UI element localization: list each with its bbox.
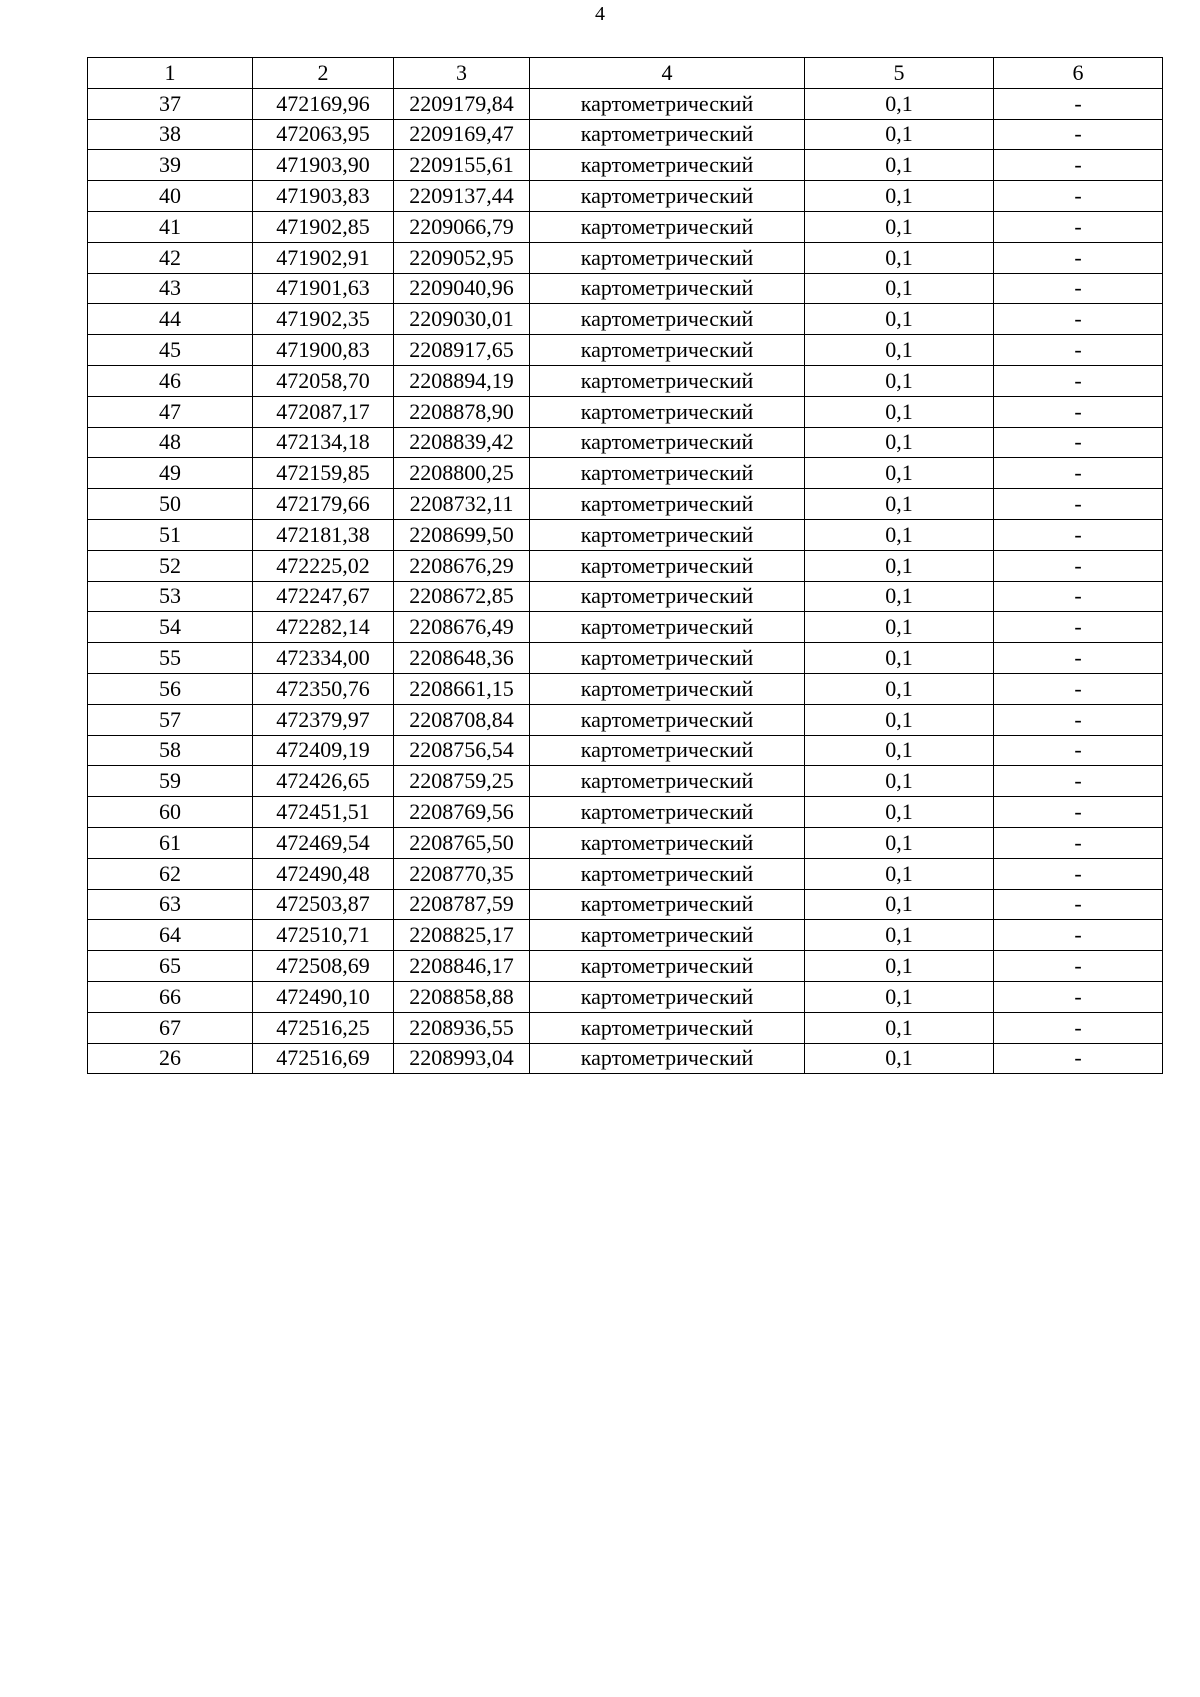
accuracy-cell: 0,1 (805, 858, 994, 889)
y-coordinate-cell: 2208936,55 (394, 1012, 530, 1043)
y-coordinate-cell: 2209155,61 (394, 150, 530, 181)
header-cell: 6 (994, 58, 1163, 89)
accuracy-cell: 0,1 (805, 827, 994, 858)
point-number-cell: 65 (88, 951, 253, 982)
y-coordinate-cell: 2208732,11 (394, 489, 530, 520)
x-coordinate-cell: 471903,83 (253, 181, 394, 212)
accuracy-cell: 0,1 (805, 458, 994, 489)
point-number-cell: 41 (88, 211, 253, 242)
y-coordinate-cell: 2208825,17 (394, 920, 530, 951)
table-row (88, 1012, 1163, 1043)
accuracy-cell: 0,1 (805, 1043, 994, 1074)
description-cell: - (994, 1012, 1163, 1043)
point-number-cell: 38 (88, 119, 253, 150)
accuracy-cell: 0,1 (805, 581, 994, 612)
table-row (88, 273, 1163, 304)
table-row (88, 181, 1163, 212)
point-number-cell: 49 (88, 458, 253, 489)
accuracy-cell: 0,1 (805, 643, 994, 674)
description-cell: - (994, 181, 1163, 212)
x-coordinate-cell: 472426,65 (253, 766, 394, 797)
method-cell: картометрический (530, 365, 805, 396)
description-cell: - (994, 150, 1163, 181)
method-cell: картометрический (530, 458, 805, 489)
table-row (88, 458, 1163, 489)
y-coordinate-cell: 2208770,35 (394, 858, 530, 889)
method-cell: картометрический (530, 273, 805, 304)
description-cell: - (994, 981, 1163, 1012)
description-cell: - (994, 489, 1163, 520)
accuracy-cell: 0,1 (805, 365, 994, 396)
y-coordinate-cell: 2209137,44 (394, 181, 530, 212)
table-row (88, 981, 1163, 1012)
y-coordinate-cell: 2208800,25 (394, 458, 530, 489)
y-coordinate-cell: 2208769,56 (394, 797, 530, 828)
header-cell: 5 (805, 58, 994, 89)
description-cell: - (994, 211, 1163, 242)
point-number-cell: 59 (88, 766, 253, 797)
method-cell: картометрический (530, 335, 805, 366)
point-number-cell: 60 (88, 797, 253, 828)
table-row (88, 1043, 1163, 1074)
y-coordinate-cell: 2208765,50 (394, 827, 530, 858)
description-cell: - (994, 951, 1163, 982)
y-coordinate-cell: 2209066,79 (394, 211, 530, 242)
accuracy-cell: 0,1 (805, 704, 994, 735)
method-cell: картометрический (530, 150, 805, 181)
table-row (88, 119, 1163, 150)
y-coordinate-cell: 2208759,25 (394, 766, 530, 797)
point-number-cell: 48 (88, 427, 253, 458)
x-coordinate-cell: 472063,95 (253, 119, 394, 150)
point-number-cell: 50 (88, 489, 253, 520)
point-number-cell: 43 (88, 273, 253, 304)
y-coordinate-cell: 2209179,84 (394, 88, 530, 119)
x-coordinate-cell: 472134,18 (253, 427, 394, 458)
y-coordinate-cell: 2208661,15 (394, 673, 530, 704)
x-coordinate-cell: 472334,00 (253, 643, 394, 674)
method-cell: картометрический (530, 920, 805, 951)
point-number-cell: 62 (88, 858, 253, 889)
x-coordinate-cell: 472058,70 (253, 365, 394, 396)
method-cell: картометрический (530, 427, 805, 458)
accuracy-cell: 0,1 (805, 119, 994, 150)
point-number-cell: 51 (88, 519, 253, 550)
method-cell: картометрический (530, 858, 805, 889)
accuracy-cell: 0,1 (805, 797, 994, 828)
description-cell: - (994, 612, 1163, 643)
method-cell: картометрический (530, 242, 805, 273)
y-coordinate-cell: 2208878,90 (394, 396, 530, 427)
y-coordinate-cell: 2208676,29 (394, 550, 530, 581)
y-coordinate-cell: 2209030,01 (394, 304, 530, 335)
accuracy-cell: 0,1 (805, 88, 994, 119)
x-coordinate-cell: 472282,14 (253, 612, 394, 643)
table-row (88, 150, 1163, 181)
table-row (88, 704, 1163, 735)
point-number-cell: 67 (88, 1012, 253, 1043)
x-coordinate-cell: 471902,35 (253, 304, 394, 335)
method-cell: картометрический (530, 797, 805, 828)
table-row (88, 365, 1163, 396)
y-coordinate-cell: 2209169,47 (394, 119, 530, 150)
x-coordinate-cell: 472490,48 (253, 858, 394, 889)
description-cell: - (994, 766, 1163, 797)
description-cell: - (994, 550, 1163, 581)
x-coordinate-cell: 471902,91 (253, 242, 394, 273)
point-number-cell: 53 (88, 581, 253, 612)
table-row (88, 766, 1163, 797)
table-row (88, 797, 1163, 828)
point-number-cell: 45 (88, 335, 253, 366)
method-cell: картометрический (530, 581, 805, 612)
description-cell: - (994, 273, 1163, 304)
table-row (88, 519, 1163, 550)
method-cell: картометрический (530, 827, 805, 858)
x-coordinate-cell: 472510,71 (253, 920, 394, 951)
method-cell: картометрический (530, 704, 805, 735)
accuracy-cell: 0,1 (805, 889, 994, 920)
description-cell: - (994, 519, 1163, 550)
description-cell: - (994, 458, 1163, 489)
x-coordinate-cell: 472503,87 (253, 889, 394, 920)
point-number-cell: 44 (88, 304, 253, 335)
accuracy-cell: 0,1 (805, 920, 994, 951)
x-coordinate-cell: 472247,67 (253, 581, 394, 612)
x-coordinate-cell: 472490,10 (253, 981, 394, 1012)
point-number-cell: 64 (88, 920, 253, 951)
table-row (88, 427, 1163, 458)
table-row (88, 242, 1163, 273)
accuracy-cell: 0,1 (805, 550, 994, 581)
description-cell: - (994, 704, 1163, 735)
point-number-cell: 55 (88, 643, 253, 674)
table-header-row (88, 58, 1163, 89)
table-row (88, 489, 1163, 520)
description-cell: - (994, 673, 1163, 704)
point-number-cell: 58 (88, 735, 253, 766)
x-coordinate-cell: 472508,69 (253, 951, 394, 982)
table-row (88, 735, 1163, 766)
x-coordinate-cell: 472469,54 (253, 827, 394, 858)
point-number-cell: 52 (88, 550, 253, 581)
table-row (88, 396, 1163, 427)
method-cell: картометрический (530, 181, 805, 212)
point-number-cell: 39 (88, 150, 253, 181)
accuracy-cell: 0,1 (805, 673, 994, 704)
method-cell: картометрический (530, 889, 805, 920)
x-coordinate-cell: 471900,83 (253, 335, 394, 366)
method-cell: картометрический (530, 673, 805, 704)
method-cell: картометрический (530, 981, 805, 1012)
description-cell: - (994, 365, 1163, 396)
x-coordinate-cell: 472516,25 (253, 1012, 394, 1043)
method-cell: картометрический (530, 119, 805, 150)
accuracy-cell: 0,1 (805, 519, 994, 550)
description-cell: - (994, 827, 1163, 858)
method-cell: картометрический (530, 1012, 805, 1043)
table-row (88, 889, 1163, 920)
x-coordinate-cell: 472451,51 (253, 797, 394, 828)
method-cell: картометрический (530, 643, 805, 674)
y-coordinate-cell: 2209040,96 (394, 273, 530, 304)
table-row (88, 920, 1163, 951)
point-number-cell: 61 (88, 827, 253, 858)
accuracy-cell: 0,1 (805, 273, 994, 304)
coordinates-table-body (88, 58, 1163, 1074)
y-coordinate-cell: 2208648,36 (394, 643, 530, 674)
x-coordinate-cell: 472169,96 (253, 88, 394, 119)
header-cell: 2 (253, 58, 394, 89)
accuracy-cell: 0,1 (805, 335, 994, 366)
x-coordinate-cell: 472225,02 (253, 550, 394, 581)
x-coordinate-cell: 472350,76 (253, 673, 394, 704)
method-cell: картометрический (530, 1043, 805, 1074)
method-cell: картометрический (530, 396, 805, 427)
table-row (88, 88, 1163, 119)
method-cell: картометрический (530, 766, 805, 797)
point-number-cell: 37 (88, 88, 253, 119)
description-cell: - (994, 304, 1163, 335)
x-coordinate-cell: 471901,63 (253, 273, 394, 304)
x-coordinate-cell: 472409,19 (253, 735, 394, 766)
description-cell: - (994, 920, 1163, 951)
method-cell: картометрический (530, 550, 805, 581)
coordinates-table (87, 57, 1163, 1074)
y-coordinate-cell: 2208846,17 (394, 951, 530, 982)
point-number-cell: 46 (88, 365, 253, 396)
accuracy-cell: 0,1 (805, 489, 994, 520)
x-coordinate-cell: 472181,38 (253, 519, 394, 550)
method-cell: картометрический (530, 211, 805, 242)
table-row (88, 550, 1163, 581)
method-cell: картометрический (530, 612, 805, 643)
x-coordinate-cell: 472159,85 (253, 458, 394, 489)
accuracy-cell: 0,1 (805, 766, 994, 797)
point-number-cell: 63 (88, 889, 253, 920)
method-cell: картометрический (530, 951, 805, 982)
x-coordinate-cell: 472087,17 (253, 396, 394, 427)
accuracy-cell: 0,1 (805, 304, 994, 335)
x-coordinate-cell: 471903,90 (253, 150, 394, 181)
point-number-cell: 26 (88, 1043, 253, 1074)
header-cell: 4 (530, 58, 805, 89)
point-number-cell: 57 (88, 704, 253, 735)
description-cell: - (994, 119, 1163, 150)
y-coordinate-cell: 2208672,85 (394, 581, 530, 612)
accuracy-cell: 0,1 (805, 150, 994, 181)
x-coordinate-cell: 472516,69 (253, 1043, 394, 1074)
y-coordinate-cell: 2208858,88 (394, 981, 530, 1012)
method-cell: картометрический (530, 489, 805, 520)
x-coordinate-cell: 472179,66 (253, 489, 394, 520)
description-cell: - (994, 88, 1163, 119)
table-row (88, 304, 1163, 335)
accuracy-cell: 0,1 (805, 735, 994, 766)
description-cell: - (994, 643, 1163, 674)
description-cell: - (994, 427, 1163, 458)
accuracy-cell: 0,1 (805, 951, 994, 982)
table-row (88, 335, 1163, 366)
x-coordinate-cell: 472379,97 (253, 704, 394, 735)
description-cell: - (994, 335, 1163, 366)
description-cell: - (994, 889, 1163, 920)
method-cell: картометрический (530, 519, 805, 550)
point-number-cell: 56 (88, 673, 253, 704)
table-row (88, 951, 1163, 982)
table-row (88, 581, 1163, 612)
description-cell: - (994, 242, 1163, 273)
y-coordinate-cell: 2208993,04 (394, 1043, 530, 1074)
point-number-cell: 47 (88, 396, 253, 427)
table-row (88, 643, 1163, 674)
point-number-cell: 66 (88, 981, 253, 1012)
y-coordinate-cell: 2208787,59 (394, 889, 530, 920)
y-coordinate-cell: 2208917,65 (394, 335, 530, 366)
description-cell: - (994, 735, 1163, 766)
accuracy-cell: 0,1 (805, 981, 994, 1012)
description-cell: - (994, 396, 1163, 427)
method-cell: картометрический (530, 304, 805, 335)
accuracy-cell: 0,1 (805, 211, 994, 242)
method-cell: картометрический (530, 88, 805, 119)
header-cell: 1 (88, 58, 253, 89)
y-coordinate-cell: 2209052,95 (394, 242, 530, 273)
y-coordinate-cell: 2208699,50 (394, 519, 530, 550)
table-row (88, 673, 1163, 704)
table-row (88, 858, 1163, 889)
x-coordinate-cell: 471902,85 (253, 211, 394, 242)
description-cell: - (994, 858, 1163, 889)
description-cell: - (994, 797, 1163, 828)
y-coordinate-cell: 2208756,54 (394, 735, 530, 766)
accuracy-cell: 0,1 (805, 242, 994, 273)
accuracy-cell: 0,1 (805, 427, 994, 458)
accuracy-cell: 0,1 (805, 1012, 994, 1043)
table-row (88, 827, 1163, 858)
point-number-cell: 42 (88, 242, 253, 273)
point-number-cell: 54 (88, 612, 253, 643)
y-coordinate-cell: 2208708,84 (394, 704, 530, 735)
description-cell: - (994, 581, 1163, 612)
table-row (88, 211, 1163, 242)
header-cell: 3 (394, 58, 530, 89)
y-coordinate-cell: 2208676,49 (394, 612, 530, 643)
point-number-cell: 40 (88, 181, 253, 212)
method-cell: картометрический (530, 735, 805, 766)
accuracy-cell: 0,1 (805, 396, 994, 427)
accuracy-cell: 0,1 (805, 181, 994, 212)
y-coordinate-cell: 2208839,42 (394, 427, 530, 458)
y-coordinate-cell: 2208894,19 (394, 365, 530, 396)
table-row (88, 612, 1163, 643)
page-number: 4 (595, 3, 605, 25)
description-cell: - (994, 1043, 1163, 1074)
accuracy-cell: 0,1 (805, 612, 994, 643)
